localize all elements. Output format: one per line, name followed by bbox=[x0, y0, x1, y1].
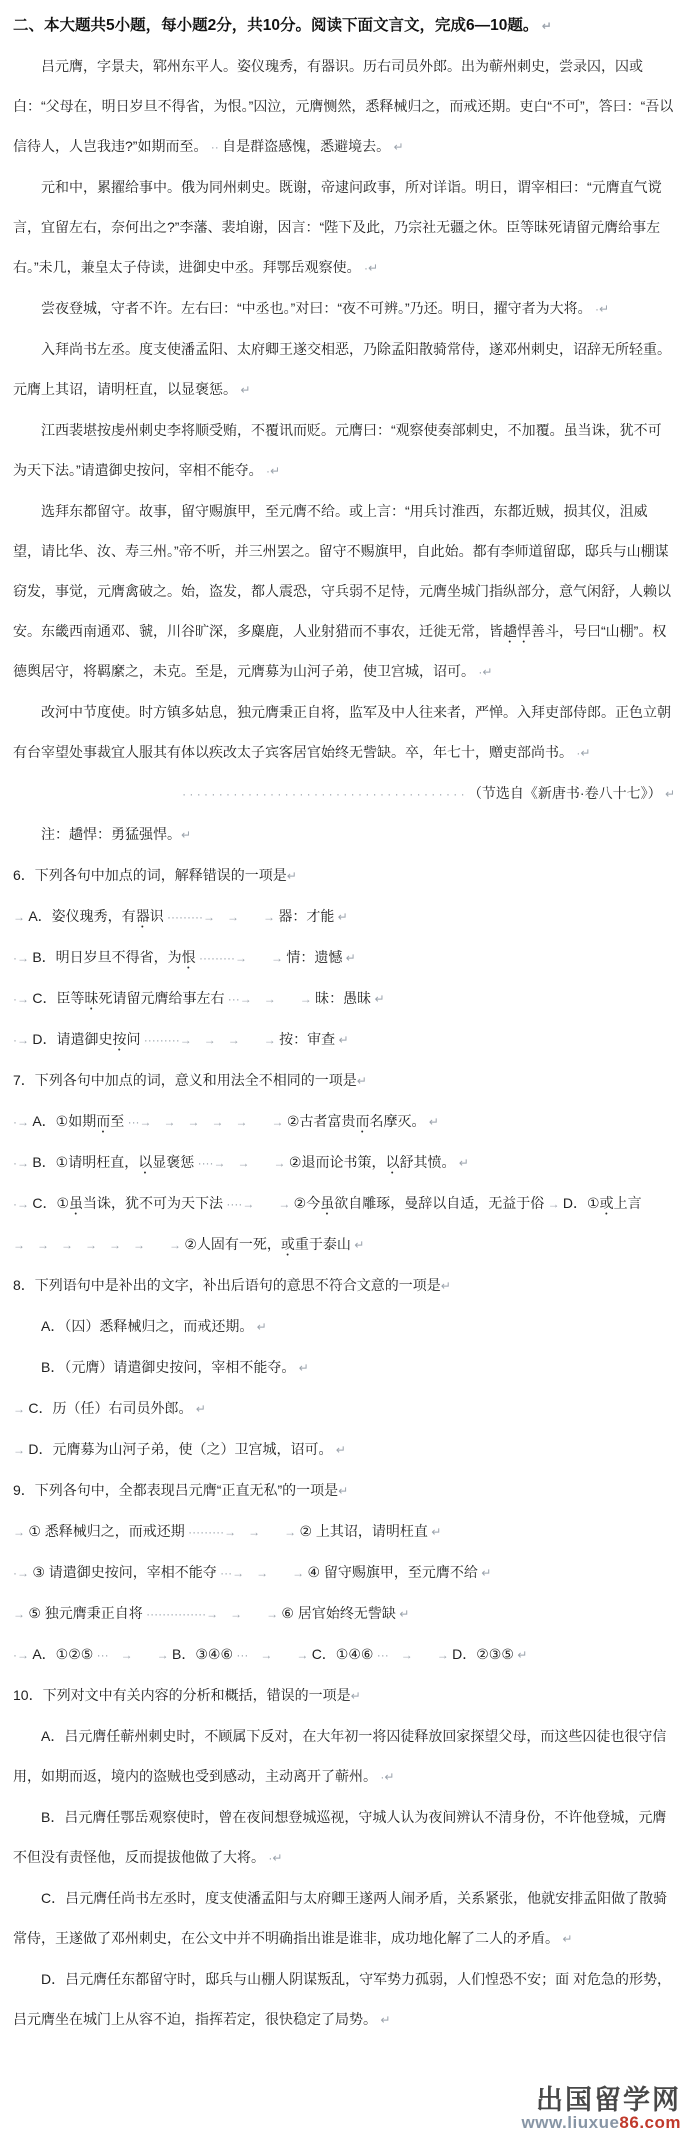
text-segment: B．①请明枉直， bbox=[32, 1154, 139, 1170]
text-segment: 舒其愤。 bbox=[399, 1154, 456, 1170]
question-10-option-b bbox=[13, 1797, 675, 1878]
text-segment: C．① bbox=[32, 1195, 70, 1211]
text-segment: A．①如期 bbox=[32, 1113, 97, 1129]
text-segment: 6．下列各句中加点的词，解释错误的一项是 bbox=[13, 867, 287, 883]
question-7-option-b bbox=[13, 1142, 675, 1183]
formatting-mark: ·· bbox=[207, 140, 223, 154]
emphasized-text: 或 bbox=[599, 1195, 614, 1211]
formatting-mark: ↵ bbox=[377, 2013, 391, 2027]
text-segment: 当诛，犹不可为天下法 bbox=[83, 1195, 224, 1211]
text-segment: ⑤ 独元膺秉正自将 bbox=[28, 1605, 143, 1621]
formatting-mark: ·→ bbox=[13, 1033, 33, 1047]
watermark-url-suffix: 86.com bbox=[619, 2113, 681, 2133]
formatting-mark: ↵ bbox=[332, 1443, 346, 1457]
text-segment: 按：审查 bbox=[279, 1031, 336, 1047]
watermark-site-url bbox=[522, 2114, 681, 2132]
formatting-mark: ↵ bbox=[427, 1525, 442, 1539]
emphasized-text: 昧 bbox=[84, 990, 99, 1006]
text-segment: ④ 留守赐旗甲，至元膺不给 bbox=[307, 1564, 478, 1580]
formatting-mark: ··· → → bbox=[373, 1648, 453, 1662]
text-segment: ⑥ 居官始终无訾缺 bbox=[281, 1605, 396, 1621]
text-segment: 选拜东都留守。故事，留守赐旗甲，至元膺不给。或上言：“用兵讨淮西，东都近贼，损其仪，沮威望，请比华、汝、寿三州。”帝不听，并三州罢之。留守不赐旗甲，自此始。都有李师道留邸，邸兵与山棚谋窃发，事觉，元膺禽破之。始，盗发，都人震恐，守兵弱不足恃，元膺坐城门指纵部分，意气闲舒，人赖以安。东畿西南通邓、虢，川谷旷深，多麋鹿，人业射猎而不事农，迁徙无常，皆 bbox=[13, 503, 671, 639]
emphasized-text: 虽 bbox=[69, 1195, 84, 1211]
formatting-mark: ↵ bbox=[440, 1279, 451, 1293]
formatting-mark: ·········→ → → → bbox=[140, 1033, 280, 1047]
formatting-mark: ·········→ → bbox=[195, 951, 287, 965]
text-segment: 器：才能 bbox=[278, 908, 335, 924]
formatting-mark: ·↵ bbox=[262, 464, 281, 478]
emphasized-text: 恨 bbox=[181, 949, 196, 965]
text-segment: B．（元膺）请遣御史按问，宰相不能夺。 bbox=[41, 1359, 296, 1375]
question-9-items-1-2 bbox=[13, 1511, 675, 1552]
formatting-mark: ···············→ → → bbox=[142, 1607, 282, 1621]
emphasized-text: 而 bbox=[355, 1113, 370, 1129]
text-segment: 入拜尚书左丞。度支使潘孟阳、太府卿王遂交相恶，乃除孟阳散骑常侍，遂邓州刺史，诏辞无所轻重。元膺上其诏，请明枉直，以显褒惩。 bbox=[13, 341, 671, 397]
text-segment: 重于泰山 bbox=[294, 1236, 351, 1252]
formatting-mark: ↵ bbox=[253, 1320, 267, 1334]
text-segment: ② 上其诏，请明枉直 bbox=[299, 1523, 428, 1539]
formatting-mark: ↵ bbox=[237, 383, 251, 397]
passage-paragraph-6 bbox=[13, 491, 675, 692]
emphasized-text: 而 bbox=[96, 1113, 111, 1129]
formatting-mark: → bbox=[13, 1525, 29, 1539]
text-segment: ②退而论书策， bbox=[288, 1154, 386, 1170]
formatting-mark: ↵ bbox=[371, 992, 385, 1006]
text-segment: B．吕元膺任鄂岳观察使时，曾在夜间想登城巡视，守城人认为夜间辨认不清身份，不许他登城，元膺不但没有责怪他，反而提拔他做了大将。 bbox=[13, 1809, 667, 1865]
text-segment: 10．下列对文中有关内容的分析和概括，错误的一项是 bbox=[13, 1687, 351, 1703]
passage-paragraph-4 bbox=[13, 329, 675, 410]
emphasized-text: 趫悍 bbox=[503, 623, 531, 639]
formatting-mark: ·→ bbox=[13, 1115, 33, 1129]
formatting-mark: · · · · · · · · · · · · · · · · · · · · · · · · · · · · · · · · · · · · · · · bbox=[182, 787, 468, 801]
text-segment: B．③④⑥ bbox=[172, 1646, 234, 1662]
formatting-mark: ·→ bbox=[13, 1156, 33, 1170]
text-segment: 二、本大题共5小题，每小题2分，共10分。阅读下面文言文，完成6—10题。 bbox=[13, 17, 539, 34]
formatting-mark: ↵ bbox=[181, 828, 192, 842]
formatting-mark: ↵ bbox=[425, 1115, 439, 1129]
text-segment: 名摩灭。 bbox=[369, 1113, 426, 1129]
text-segment: C．历（任）右司员外郎。 bbox=[28, 1400, 193, 1416]
text-segment: A．吕元膺任蕲州刺史时，不顾属下反对，在大年初一将囚徒释放回家探望父母，而这些囚徒也很守信用，如期而返，境内的盗贼也受到感动，主动离开了蕲州。 bbox=[13, 1728, 667, 1784]
text-segment: 上言 bbox=[613, 1195, 642, 1211]
formatting-mark: → bbox=[13, 1402, 29, 1416]
question-8-option-c bbox=[13, 1388, 675, 1429]
formatting-mark: ·↵ bbox=[360, 261, 379, 275]
passage-paragraph-7 bbox=[13, 692, 675, 773]
formatting-mark: ↵ bbox=[334, 910, 348, 924]
formatting-mark: ↵ bbox=[335, 1033, 349, 1047]
text-segment: 江西裴堪按虔州刺史李将顺受贿，不覆讯而贬。元膺曰：“观察使奏部刺史，不加覆。虽当诛，犹不可为天下法。”请遣御史按问，宰相不能夺。 bbox=[13, 422, 662, 478]
text-segment: 7．下列各句中加点的词，意义和用法全不相同的一项是 bbox=[13, 1072, 357, 1088]
formatting-mark: → → → → → → → bbox=[13, 1238, 185, 1252]
formatting-mark: ·········→ → → bbox=[163, 910, 279, 924]
passage-paragraph-1 bbox=[13, 46, 675, 167]
watermark bbox=[522, 2086, 681, 2132]
formatting-mark: ↵ bbox=[395, 1607, 410, 1621]
emphasized-text: 以 bbox=[385, 1154, 400, 1170]
text-segment: D．元膺募为山河子弟，使（之）卫宫城，诏可。 bbox=[28, 1441, 333, 1457]
formatting-mark: ↵ bbox=[350, 1689, 361, 1703]
question-9-items-5-6 bbox=[13, 1593, 675, 1634]
formatting-mark: ·→ bbox=[13, 1566, 33, 1580]
text-segment: C．吕元膺任尚书左丞时，度支使潘孟阳与太府卿王遂两人闹矛盾，关系紧张，他就安排孟阳做了散骑常侍，王遂做了邓州刺史，在公文中并不明确指出谁是谁非，成功地化解了二人的矛盾。 bbox=[13, 1890, 668, 1946]
question-7-option-a bbox=[13, 1101, 675, 1142]
formatting-mark: ··· → → bbox=[93, 1648, 173, 1662]
text-segment: B．明日岁旦不得省，为 bbox=[32, 949, 182, 965]
formatting-mark: ····→ → bbox=[223, 1197, 294, 1211]
question-7-option-d-continued bbox=[13, 1224, 675, 1265]
text-segment: A．姿仪瑰秀，有 bbox=[28, 908, 136, 924]
text-segment: （节选自《新唐书·卷八十七》） bbox=[467, 785, 662, 801]
emphasized-text: 虽 bbox=[320, 1195, 335, 1211]
text-segment: 9．下列各句中，全都表现吕元膺“正直无私”的一项是 bbox=[13, 1482, 339, 1498]
text-segment: A．（囚）悉释械归之，而戒还期。 bbox=[41, 1318, 254, 1334]
text-segment: ②古者富贵 bbox=[286, 1113, 356, 1129]
formatting-mark: ·········→ → → bbox=[184, 1525, 300, 1539]
formatting-mark: ···→ → → bbox=[216, 1566, 308, 1580]
formatting-mark: ↵ bbox=[295, 1361, 309, 1375]
question-8-option-d bbox=[13, 1429, 675, 1470]
question-8-option-a bbox=[13, 1306, 675, 1347]
formatting-mark: ·↵ bbox=[475, 665, 493, 679]
text-segment: D．吕元膺任东都留守时，邸兵与山棚人阴谋叛乱，守军势力孤弱，人们惶恐不安；面 对危急的形势，吕元膺坐在城门上从容不迫，指挥若定，很快稳定了局势。 bbox=[13, 1971, 671, 2027]
formatting-mark: → bbox=[13, 1607, 29, 1621]
question-7-stem bbox=[13, 1060, 675, 1101]
emphasized-text: 或 bbox=[280, 1236, 295, 1252]
question-10-option-c bbox=[13, 1878, 675, 1959]
formatting-mark: ↵ bbox=[390, 140, 404, 154]
question-6-option-a bbox=[13, 896, 675, 937]
watermark-site-name: 出国留学网 bbox=[536, 2084, 681, 2115]
section-heading bbox=[13, 6, 675, 46]
text-segment: 显褒惩 bbox=[152, 1154, 195, 1170]
formatting-mark: ·→ bbox=[13, 1648, 33, 1662]
text-segment: D．请遣御史 bbox=[32, 1031, 113, 1047]
formatting-mark: ↵ bbox=[338, 1484, 349, 1498]
passage-paragraph-3 bbox=[13, 288, 675, 329]
note-line bbox=[13, 814, 675, 855]
watermark-url-prefix: www.liuxue bbox=[521, 2113, 620, 2133]
formatting-mark: ·→ bbox=[13, 992, 33, 1006]
question-9-items-3-4 bbox=[13, 1552, 675, 1593]
question-10-option-a bbox=[13, 1716, 675, 1797]
text-segment: C．①④⑥ bbox=[311, 1646, 374, 1662]
text-segment: 吕元膺，字景夫，郓州东平人。姿仪瑰秀，有器识。历右司员外郎。出为蕲州刺史，尝录囚，囚或白：“父母在，明日岁旦不得省，为恨。”囚泣，元膺恻然，悉释械归之，而戒还期。吏白“不可”，答曰：“吾以信待人，人岂我违?”如期而至。 bbox=[13, 58, 674, 154]
question-6-stem bbox=[13, 855, 675, 896]
emphasized-text: 器 bbox=[135, 908, 150, 924]
passage-paragraph-2 bbox=[13, 167, 675, 288]
formatting-mark: ↵ bbox=[356, 1074, 367, 1088]
question-10-stem bbox=[13, 1675, 675, 1716]
text-segment: 注：趫悍：勇猛强悍。 bbox=[41, 826, 181, 842]
formatting-mark: ·↵ bbox=[377, 1770, 395, 1784]
formatting-mark: → bbox=[13, 1443, 29, 1457]
text-segment: 情：遗憾 bbox=[286, 949, 343, 965]
formatting-mark: → bbox=[13, 910, 29, 924]
text-segment: ③ 请遣御史按问，宰相不能夺 bbox=[32, 1564, 217, 1580]
formatting-mark: ↵ bbox=[192, 1402, 206, 1416]
emphasized-text: 按 bbox=[112, 1031, 127, 1047]
text-segment: D．②③⑤ bbox=[452, 1646, 514, 1662]
formatting-mark: ↵ bbox=[538, 19, 552, 33]
text-segment: A．①②⑤ bbox=[32, 1646, 94, 1662]
question-8-option-b bbox=[13, 1347, 675, 1388]
formatting-mark: ····→ → → bbox=[194, 1156, 289, 1170]
text-segment: 昧：愚昧 bbox=[315, 990, 372, 1006]
formatting-mark: ·↵ bbox=[573, 746, 591, 760]
question-8-stem bbox=[13, 1265, 675, 1306]
formatting-mark: ·→ bbox=[13, 951, 33, 965]
text-segment: ②今 bbox=[293, 1195, 321, 1211]
text-segment: 8．下列语句中是补出的文字，补出后语句的意思不符合文意的一项是 bbox=[13, 1277, 441, 1293]
formatting-mark: ↵ bbox=[661, 787, 675, 801]
formatting-mark: ↵ bbox=[455, 1156, 469, 1170]
source-line bbox=[13, 773, 675, 814]
question-9-choices bbox=[13, 1634, 675, 1675]
question-6-option-c bbox=[13, 978, 675, 1019]
text-segment: ②人固有一死， bbox=[184, 1236, 281, 1252]
formatting-mark: ·→ bbox=[13, 1197, 33, 1211]
passage-paragraph-5 bbox=[13, 410, 675, 491]
question-6-option-d bbox=[13, 1019, 675, 1060]
text-segment: 识 bbox=[149, 908, 164, 924]
formatting-mark: ↵ bbox=[477, 1566, 492, 1580]
text-segment: C．臣等 bbox=[32, 990, 85, 1006]
text-segment: D．① bbox=[562, 1195, 600, 1211]
question-7-option-c-d bbox=[13, 1183, 675, 1224]
text-segment: 尝夜登城，守者不许。左右曰：“中丞也。”对曰：“夜不可辨。”乃还。明日，擢守者为大将。 bbox=[41, 300, 592, 316]
text-segment: 问 bbox=[126, 1031, 141, 1047]
text-segment: 善斗，号曰“山棚”。权德舆居守，将羁縻之，未克。至是，元膺募为山河子弟，使卫宫城，诏可。 bbox=[13, 623, 667, 679]
text-segment: 元和中，累擢给事中。俄为同州刺史。既谢，帝逮问政事，所对详诣。明日，谓宰相曰：“元膺直气谠言，宜留左右，奈何出之?”李藩、裴垍谢，因言：“陛下及此，乃宗社无疆之休。臣等昧死请留元膺给事左右。”未几，兼皇太子侍读，进御史中丞。拜鄂岳观察使。 bbox=[13, 179, 662, 275]
text-segment: 自是群盗感愧，悉避境去。 bbox=[222, 138, 391, 154]
question-10-option-d bbox=[13, 1959, 675, 2040]
text-segment: 改河中节度使。时方镇多姑息，独元膺秉正自将，监军及中人往来者，严惮。入拜吏部侍郎。正色立朝有台宰望处事裁宜人服其有体以疾改太子宾客居官始终无訾缺。卒，年七十，赠吏部尚书。 bbox=[13, 704, 671, 760]
text-segment: 至 bbox=[110, 1113, 125, 1129]
emphasized-text: 以 bbox=[138, 1154, 153, 1170]
text-segment: ① 悉释械归之，而戒还期 bbox=[28, 1523, 185, 1539]
question-9-stem bbox=[13, 1470, 675, 1511]
formatting-mark: ·↵ bbox=[265, 1851, 283, 1865]
formatting-mark: ··· → → bbox=[233, 1648, 312, 1662]
formatting-mark: ···→ → → bbox=[224, 992, 316, 1006]
text-segment: 死请留元膺给事左右 bbox=[98, 990, 225, 1006]
question-6-option-b bbox=[13, 937, 675, 978]
formatting-mark: → bbox=[544, 1197, 563, 1211]
formatting-mark: ↵ bbox=[350, 1238, 365, 1252]
formatting-mark: ↵ bbox=[286, 869, 297, 883]
formatting-mark: ↵ bbox=[342, 951, 356, 965]
formatting-mark: ↵ bbox=[559, 1932, 573, 1946]
formatting-mark: ·↵ bbox=[591, 302, 610, 316]
formatting-mark: ···→ → → → → → bbox=[124, 1115, 287, 1129]
formatting-mark: ↵ bbox=[513, 1648, 528, 1662]
text-segment: 欲自雕琢，曼辞以自适，无益于俗 bbox=[334, 1195, 545, 1211]
